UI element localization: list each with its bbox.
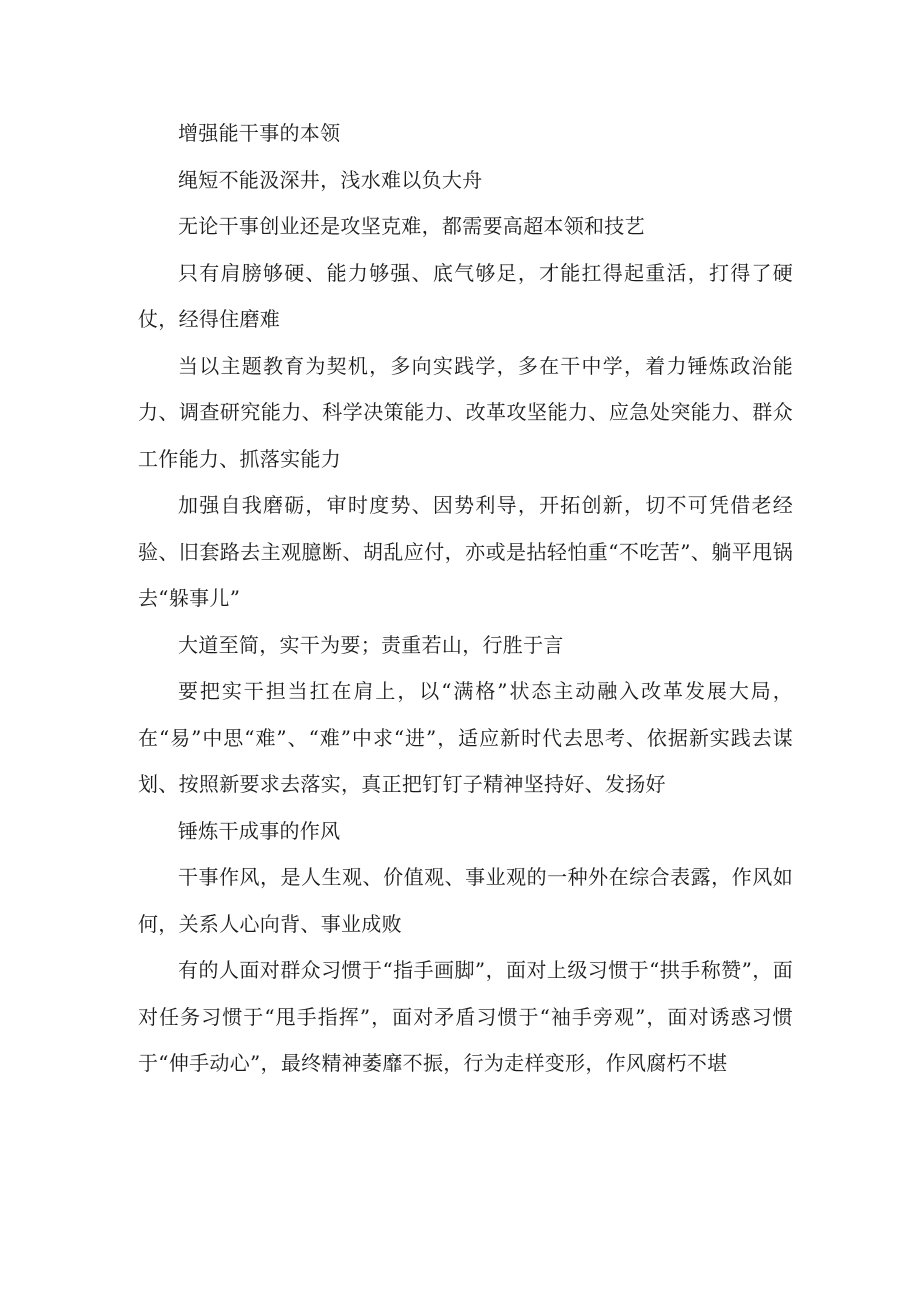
paragraph: 大道至简，实干为要；责重若山，行胜于言 [178, 632, 564, 657]
paragraph: 无论干事创业还是攻坚克难，都需要高超本领和技艺 [178, 214, 645, 238]
paragraph: 当以主题教育为契机，多向实践学，多在干中学，着力锤炼政治能力、调查研究能力、科学决策能力、改革攻坚能力、应急处突能力、群众工作能力、抓落实能力 [138, 353, 793, 471]
paragraph: 有的人面对群众习惯于“指手画脚”，面对上级习惯于“拱手称赞”，面对任务习惯于“甩手指挥”，面对矛盾习惯于“袖手旁观”，面对诱惑习惯于“伸手动心”，最终精神萎靡不振，行为走样变形，作风腐朽不堪 [138, 958, 793, 1075]
paragraph: 干事作风，是人生观、价值观、事业观的一种外在综合表露，作风如何，关系人心向背、事业成败 [138, 865, 793, 936]
paragraph: 加强自我磨砺，审时度势、因势利导，开拓创新，切不可凭借老经验、旧套路去主观臆断、胡乱应付，亦或是拈轻怕重“不吃苦”、躺平甩锅去“躲事儿” [138, 493, 793, 610]
paragraph: 锤炼干成事的作风 [178, 818, 341, 843]
paragraph: 只有肩膀够硬、能力够强、底气够足，才能扛得起重活，打得了硬仗，经得住磨难 [138, 260, 793, 331]
paragraph: 要把实干担当扛在肩上，以“满格”状态主动融入改革发展大局，在“易”中思“难”、“难”中求“进”，适应新时代去思考、依据新实践去谋划、按照新要求去落实，真正把钉钉子精神坚持好、发扬好 [138, 679, 793, 796]
paragraph: 增强能干事的本领 [178, 121, 341, 145]
paragraph: 绳短不能汲深井，浅水难以负大舟 [178, 167, 483, 192]
document-body [138, 110, 793, 1087]
